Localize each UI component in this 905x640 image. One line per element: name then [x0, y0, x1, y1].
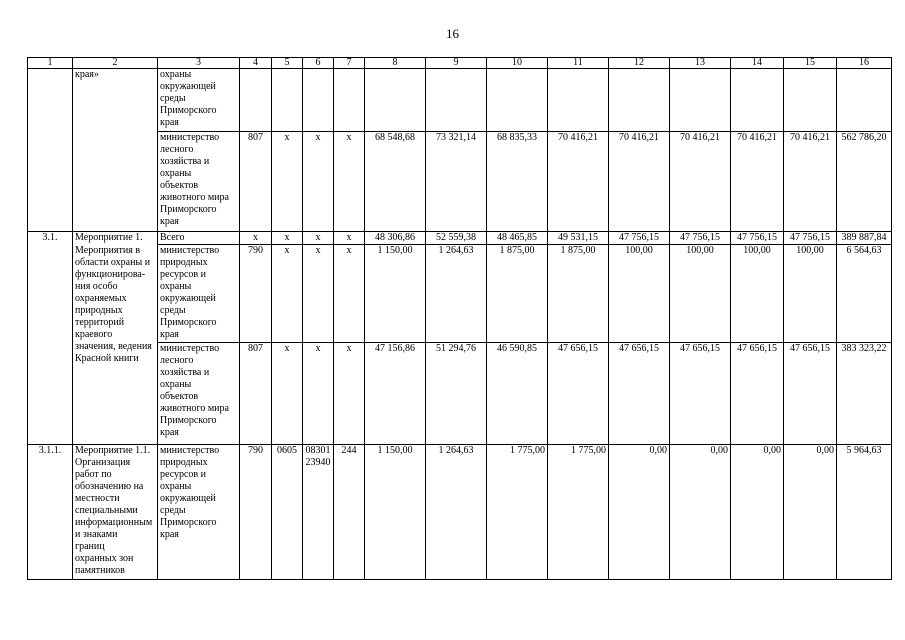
amount-cell: 1 875,00 — [548, 245, 609, 343]
vr-cell: x — [334, 343, 365, 445]
amount-cell: 1 150,00 — [365, 245, 426, 343]
rzpr-cell: x — [272, 132, 303, 232]
amount-cell: 47 656,15 — [731, 343, 784, 445]
row-number-cell: 3.1. — [28, 232, 73, 445]
rzpr-cell — [272, 69, 303, 132]
vr-cell: x — [334, 232, 365, 245]
amount-cell — [426, 69, 487, 132]
csr-cell: 08301 23940 — [303, 445, 334, 580]
total-cell: 6 564,63 — [837, 245, 892, 343]
amount-cell: 48 465,85 — [487, 232, 548, 245]
amount-cell: 49 531,15 — [548, 232, 609, 245]
table-row — [28, 69, 892, 132]
header-cell: 7 — [334, 58, 365, 69]
amount-cell: 1 264,63 — [426, 245, 487, 343]
amount-cell: 0,00 — [609, 445, 670, 580]
total-cell: 562 786,20 — [837, 132, 892, 232]
amount-cell: 1 150,00 — [365, 445, 426, 580]
amount-cell: 1 775,00 — [487, 445, 548, 580]
rzpr-cell: x — [272, 343, 303, 445]
csr-cell: x — [303, 245, 334, 343]
activity-name-cell: Мероприятия в области охраны и функционирова- ния особо охраняемых природных территорий краевого значения, ведения Красной книги — [73, 245, 158, 445]
header-cell: 14 — [731, 58, 784, 69]
total-cell: 383 323,22 — [837, 343, 892, 445]
amount-cell — [609, 69, 670, 132]
header-cell: 2 — [73, 58, 158, 69]
header-cell: 11 — [548, 58, 609, 69]
amount-cell: 1 775,00 — [548, 445, 609, 580]
amount-cell — [365, 69, 426, 132]
amount-cell: 47 156,86 — [365, 343, 426, 445]
table-row — [28, 245, 892, 343]
executor-cell: Всего — [158, 232, 240, 245]
header-cell: 10 — [487, 58, 548, 69]
grbs-cell: 807 — [240, 132, 272, 232]
page-number: 16 — [446, 26, 459, 41]
grbs-cell: 790 — [240, 245, 272, 343]
amount-cell — [548, 69, 609, 132]
table-row — [28, 132, 892, 232]
amount-cell: 0,00 — [731, 445, 784, 580]
amount-cell — [487, 69, 548, 132]
header-cell: 12 — [609, 58, 670, 69]
amount-cell: 46 590,85 — [487, 343, 548, 445]
header-cell: 6 — [303, 58, 334, 69]
total-cell — [837, 69, 892, 132]
amount-cell: 47 756,15 — [609, 232, 670, 245]
amount-cell — [670, 69, 731, 132]
total-cell: 5 964,63 — [837, 445, 892, 580]
table-row — [28, 343, 892, 445]
vr-cell — [334, 69, 365, 132]
amount-cell: 100,00 — [609, 245, 670, 343]
budget-table — [27, 57, 892, 580]
header-row — [28, 58, 892, 69]
amount-cell — [731, 69, 784, 132]
row-number-cell: 3.1.1. — [28, 445, 73, 580]
amount-cell: 68 548,68 — [365, 132, 426, 232]
amount-cell: 0,00 — [784, 445, 837, 580]
vr-cell: 244 — [334, 445, 365, 580]
amount-cell: 70 416,21 — [670, 132, 731, 232]
amount-cell: 47 656,15 — [548, 343, 609, 445]
amount-cell: 47 756,15 — [670, 232, 731, 245]
csr-cell: x — [303, 343, 334, 445]
header-cell: 15 — [784, 58, 837, 69]
header-cell: 1 — [28, 58, 73, 69]
amount-cell: 70 416,21 — [548, 132, 609, 232]
header-cell: 8 — [365, 58, 426, 69]
header-cell: 3 — [158, 58, 240, 69]
table-row — [28, 445, 892, 580]
amount-cell: 100,00 — [784, 245, 837, 343]
amount-cell: 70 416,21 — [784, 132, 837, 232]
rzpr-cell: x — [272, 232, 303, 245]
header-cell: 5 — [272, 58, 303, 69]
executor-cell: охраны окружающей среды Приморского края — [158, 69, 240, 132]
amount-cell: 47 756,15 — [784, 232, 837, 245]
grbs-cell: 790 — [240, 445, 272, 580]
amount-cell: 1 875,00 — [487, 245, 548, 343]
total-cell: 389 887,84 — [837, 232, 892, 245]
vr-cell: x — [334, 245, 365, 343]
header-cell: 4 — [240, 58, 272, 69]
rzpr-cell: x — [272, 245, 303, 343]
amount-cell: 100,00 — [670, 245, 731, 343]
csr-cell — [303, 69, 334, 132]
executor-cell: министерство лесного хозяйства и охраны объектов животного мира Приморского края — [158, 132, 240, 232]
header-cell: 9 — [426, 58, 487, 69]
executor-cell: министерство природных ресурсов и охраны окружающей среды Приморского края — [158, 445, 240, 580]
header-cell: 13 — [670, 58, 731, 69]
amount-cell: 73 321,14 — [426, 132, 487, 232]
amount-cell: 51 294,76 — [426, 343, 487, 445]
activity-name-cell: края» — [73, 69, 158, 232]
csr-cell: x — [303, 232, 334, 245]
header-cell: 16 — [837, 58, 892, 69]
amount-cell: 1 264,63 — [426, 445, 487, 580]
vr-cell: x — [334, 132, 365, 232]
activity-name-cell: Мероприятие 1.1. Организация работ по обозначению на местности специальными информационным и знаками границ охранных зон памятников — [73, 445, 158, 580]
activity-name-cell: Мероприятие 1. — [73, 232, 158, 245]
amount-cell — [784, 69, 837, 132]
csr-cell: x — [303, 132, 334, 232]
amount-cell: 47 656,15 — [670, 343, 731, 445]
amount-cell: 52 559,38 — [426, 232, 487, 245]
table-row — [28, 232, 892, 245]
rzpr-cell: 0605 — [272, 445, 303, 580]
amount-cell: 47 656,15 — [784, 343, 837, 445]
amount-cell: 0,00 — [670, 445, 731, 580]
amount-cell: 68 835,33 — [487, 132, 548, 232]
grbs-cell — [240, 69, 272, 132]
amount-cell: 48 306,86 — [365, 232, 426, 245]
executor-cell: министерство лесного хозяйства и охраны объектов животного мира Приморского края — [158, 343, 240, 445]
amount-cell: 70 416,21 — [731, 132, 784, 232]
amount-cell: 47 756,15 — [731, 232, 784, 245]
amount-cell: 47 656,15 — [609, 343, 670, 445]
amount-cell: 70 416,21 — [609, 132, 670, 232]
amount-cell: 100,00 — [731, 245, 784, 343]
executor-cell: министерство природных ресурсов и охраны окружающей среды Приморского края — [158, 245, 240, 343]
row-number-cell — [28, 69, 73, 232]
grbs-cell: x — [240, 232, 272, 245]
grbs-cell: 807 — [240, 343, 272, 445]
